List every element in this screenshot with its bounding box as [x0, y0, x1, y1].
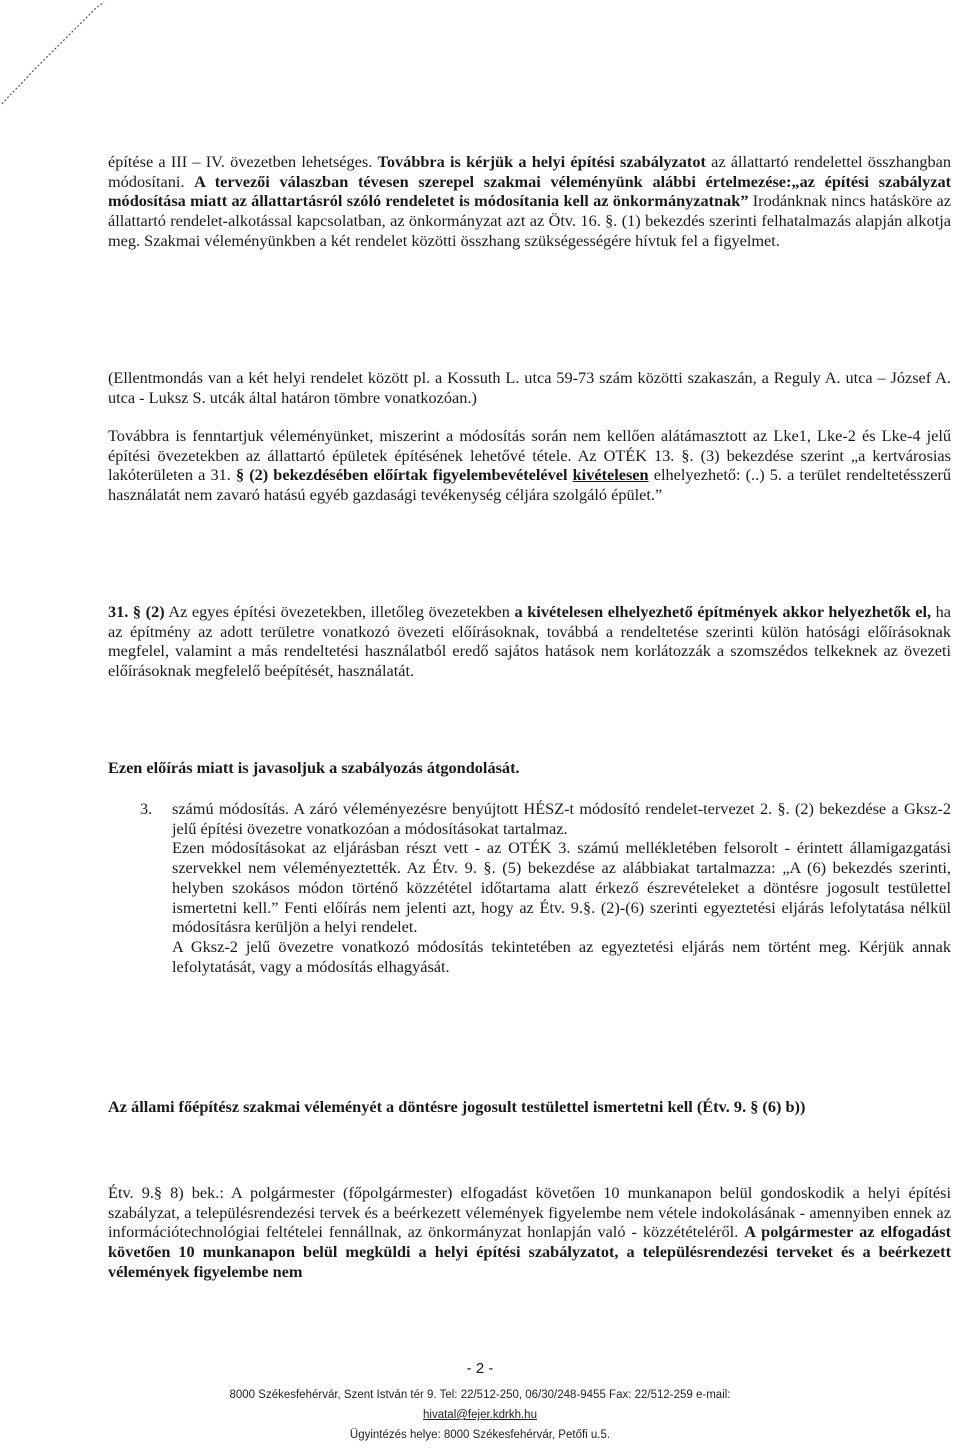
item-3 — [172, 799, 951, 976]
bold-span: Ezen előírás miatt is javasoljuk a szabályozás átgondolását. — [108, 758, 520, 777]
paragraph-31-2 — [108, 602, 951, 681]
bold-span: A tervezői válaszban tévesen szerepel szakmai véleményünk alábbi értelmezése:„az építési szabályzat módosítása miatt az állattartásról szóló rendeletet is módosítania kell az önkormányzatnak” — [108, 171, 952, 211]
paragraph-text: A Gksz-2 jelű övezetre vonatkozó módosítás tekintetében az egyeztetési eljárás nem történt meg. Kérjük annak lefolytatását, vagy a módosítás elhagyását. — [172, 936, 951, 976]
email-link[interactable]: hivatal@fejer.kdrkh.hu — [423, 1409, 537, 1421]
address-line: 8000 Székesfehérvár, Szent István tér 9. Tel: 22/512-250, 06/30/248-9455 Fax: 22/512-259 e-mail: — [229, 1389, 731, 1401]
footer-address — [0, 1385, 960, 1445]
text-span: Az egyes építési övezetekben, illetőleg övezetekben — [164, 602, 515, 621]
bold-span: a kivételesen elhelyezhető építmények akkor helyezhetők el, — [514, 602, 932, 621]
page-number: - 2 - — [466, 1360, 494, 1377]
paragraph-recommendation — [108, 758, 951, 778]
scan-corner-mark — [0, 0, 130, 120]
paragraph-otek — [108, 426, 951, 505]
paragraph-intro — [108, 152, 951, 251]
office-line: Ügyintézés helye: 8000 Székesfehérvár, Petőfi u.5. — [349, 1429, 611, 1441]
paragraph-etv — [108, 1183, 951, 1282]
paragraph-text: (Ellentmondás van a két helyi rendelet között pl. a Kossuth L. utca 59-73 szám közötti szakaszán, a Reguly A. utca – József A. utca - Luksz S. utcák által határon tömbre vonatkozóan.) — [108, 368, 951, 407]
text-span: Étv. 9.§ 8) bek.: A polgármester (főpolgármester) elfogadást követően 10 munkanapon belül gondoskodik a helyi építési szabályzat, a településrendezési tervek és a beérkezett vélemények figyelembe nem vétele indokolásának - amennyiben ennek az információtechnológiai feltételei fennállnak, az önkormányzat honlapján való - közzétételéről. — [108, 1183, 951, 1242]
text-span: elhelyezhető: (..) 5. a terület rendeltetésszerű használatát nem zavaró hatású egyéb gazdasági tevékenység céljára szolgáló épület.” — [108, 465, 951, 505]
bold-span: Az állami főépítész szakmai véleményét a döntésre jogosult testülettel ismertetni kell (Étv. 9. § (6) b)) — [108, 1097, 806, 1116]
bold-span: § (2) bekezdésében előírtak figyelembevételével — [235, 465, 573, 485]
text-span: az állattartó rendelettel összhangban módosítani. — [108, 152, 951, 191]
item-number: 3. — [140, 799, 153, 818]
paragraph-contradiction — [108, 368, 951, 407]
bold-span: 31. § (2) — [108, 602, 165, 621]
underlined-span: kivételesen — [572, 465, 649, 485]
paragraph-notice — [108, 1097, 951, 1117]
text-span: építése a III – IV. övezetben lehetséges. — [108, 152, 378, 171]
paragraph-text: Ezen módosításokat az eljárásban részt vett - az OTÉK 3. számú mellékletében felsorolt - érintett államigazgatási szervekkel nem véleményeztették. Az Étv. 9. §. (5) bekezdése az alábbiakat tartalmazza: „A (6) bekezdés szerinti, helyben szokásos módon történő közzététel időtartama alatt érkező észrevételeket a döntésre jogosult testülettel ismertetni kell.” Fenti előírás nem jelenti azt, hogy az Étv. 9.§. (2)-(6) szerinti egyeztetési eljárás lefolytatása nélkül módosításra kerüljön a helyi rendelet. — [172, 838, 951, 937]
text-span: Irodánknak nincs hatásköre az állattartó rendelet-alkotással kapcsolatban, az önkormányzat azt az Ötv. 16. §. (1) bekezdés szerinti felhatalmazás alapján alkotja meg. Szakmai véleményünkben a két rendelet közötti összhang szükségességére hívtuk fel a figyelmet. — [108, 191, 951, 250]
bold-span: Továbbra is kérjük a helyi építési szabályzatot — [377, 152, 706, 171]
text-span: ha az építmény az adott területre vonatkozó övezeti előírásoknak, továbbá a rendeltetése szerinti külön hatósági előírásoknak megfelel, valamint a más rendeltetési használatból eredő sajátos hatások nem korlátozzák a szomszédos telkeknek az övezeti előírásoknak megfelelő beépítését, használatát. — [108, 602, 951, 681]
text-span: Továbbra is fenntartjuk véleményünket, miszerint a módosítás során nem kellően alátámasztott az Lke1, Lke-2 és Lke-4 jelű építési övezetekben az állattartó épületek építésének lehetővé tétele. Az OTÉK 13. §. (3) bekezdése szerint „a kertvárosias lakóterületen a 31. — [108, 426, 951, 485]
paragraph-text: számú módosítás. A záró véleményezésre benyújtott HÉSZ-t módosító rendelet-tervezet 2. §. (2) bekezdése a Gksz-2 jelű építési övezetre vonatkozóan a módosításokat tartalmaz. — [172, 799, 951, 838]
bold-span: A polgármester az elfogadást követően 10 munkanapon belül megküldi a helyi építési szabályzatot, a településrendezési terveket és a beérkezett vélemények figyelembe nem — [108, 1222, 951, 1281]
